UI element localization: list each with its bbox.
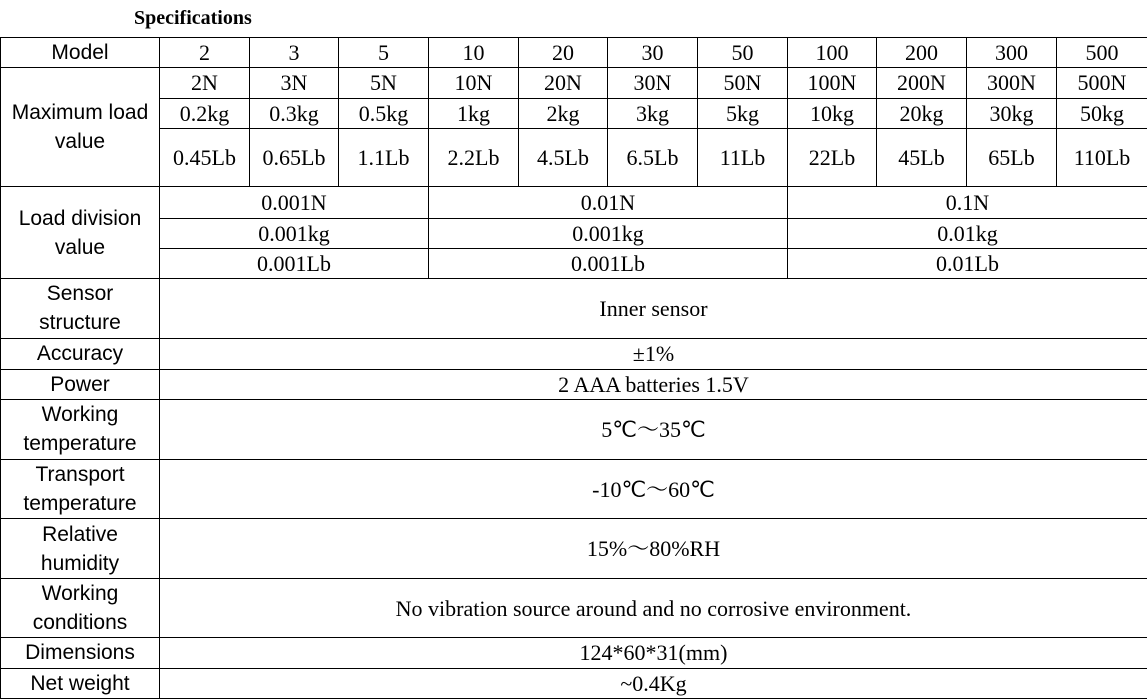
division-label: Load division value: [1, 187, 160, 279]
model-cell: 20: [519, 38, 608, 68]
spec-value: 2 AAA batteries 1.5V: [160, 369, 1147, 399]
max-load-cell: 50kg: [1057, 98, 1147, 128]
division-cell: 0.01kg: [788, 218, 1147, 248]
model-cell: 2: [160, 38, 250, 68]
model-row: [1, 38, 1147, 68]
spec-label: Accuracy: [1, 338, 160, 369]
max-load-cell: 11Lb: [698, 128, 788, 187]
working-conditions-row: [1, 578, 1147, 638]
max-load-cell: 45Lb: [877, 128, 967, 187]
spec-label: Sensor structure: [1, 279, 160, 339]
max-load-cell: 4.5Lb: [519, 128, 608, 187]
max-load-cell: 0.45Lb: [160, 128, 250, 187]
model-cell: 100: [788, 38, 877, 68]
model-cell: 10: [429, 38, 519, 68]
spec-label: Power: [1, 369, 160, 399]
dimensions-row: [1, 638, 1147, 668]
model-cell: 30: [608, 38, 698, 68]
division-lb-row: [1, 248, 1147, 278]
spec-value: Inner sensor: [160, 279, 1147, 339]
net-weight-row: [1, 668, 1147, 698]
max-load-cell: 1.1Lb: [339, 128, 429, 187]
max-load-cell: 6.5Lb: [608, 128, 698, 187]
max-load-cell: 10kg: [788, 98, 877, 128]
max-load-cell: 3kg: [608, 98, 698, 128]
max-load-kg-row: [1, 98, 1147, 128]
accuracy-row: [1, 338, 1147, 369]
spec-label: Net weight: [1, 668, 160, 698]
division-cell: 0.001N: [160, 187, 429, 218]
model-cell: 300: [967, 38, 1057, 68]
division-newton-row: [1, 187, 1147, 218]
page-title: Specifications: [134, 7, 252, 29]
max-load-cell: 500N: [1057, 68, 1147, 98]
model-cell: 500: [1057, 38, 1147, 68]
division-cell: 0.001kg: [160, 218, 429, 248]
spec-value: -10℃～60℃: [160, 459, 1147, 519]
transport-temperature-row: [1, 459, 1147, 519]
model-cell: 3: [250, 38, 339, 68]
working-temperature-row: [1, 400, 1147, 460]
max-load-cell: 30kg: [967, 98, 1057, 128]
max-load-cell: 3N: [250, 68, 339, 98]
division-cell: 0.001Lb: [160, 248, 429, 278]
division-kg-row: [1, 218, 1147, 248]
sensor-structure-row: [1, 279, 1147, 339]
max-load-lb-row: [1, 128, 1147, 187]
max-load-cell: 65Lb: [967, 128, 1057, 187]
max-load-newton-row: [1, 68, 1147, 98]
model-label: Model: [1, 38, 160, 68]
max-load-cell: 10N: [429, 68, 519, 98]
max-load-cell: 110Lb: [1057, 128, 1147, 187]
model-cell: 50: [698, 38, 788, 68]
spec-value: No vibration source around and no corrosive environment.: [160, 578, 1147, 638]
division-cell: 0.1N: [788, 187, 1147, 218]
max-load-cell: 5N: [339, 68, 429, 98]
max-load-cell: 200N: [877, 68, 967, 98]
relative-humidity-row: [1, 519, 1147, 579]
max-load-cell: 50N: [698, 68, 788, 98]
max-load-cell: 22Lb: [788, 128, 877, 187]
max-load-cell: 2.2Lb: [429, 128, 519, 187]
max-load-cell: 30N: [608, 68, 698, 98]
spec-value: 124*60*31(mm): [160, 638, 1147, 668]
max-load-cell: 0.3kg: [250, 98, 339, 128]
max-load-cell: 2N: [160, 68, 250, 98]
max-load-cell: 0.5kg: [339, 98, 429, 128]
spec-label: Dimensions: [1, 638, 160, 668]
model-cell: 5: [339, 38, 429, 68]
max-load-label: Maximum load value: [1, 68, 160, 187]
division-cell: 0.001Lb: [429, 248, 788, 278]
max-load-cell: 5kg: [698, 98, 788, 128]
power-row: [1, 369, 1147, 399]
division-cell: 0.01N: [429, 187, 788, 218]
max-load-cell: 1kg: [429, 98, 519, 128]
specifications-table: [0, 37, 1147, 699]
spec-label: Working temperature: [1, 400, 160, 460]
division-cell: 0.001kg: [429, 218, 788, 248]
max-load-cell: 100N: [788, 68, 877, 98]
spec-value: ~0.4Kg: [160, 668, 1147, 698]
max-load-cell: 0.65Lb: [250, 128, 339, 187]
max-load-cell: 0.2kg: [160, 98, 250, 128]
max-load-cell: 2kg: [519, 98, 608, 128]
spec-value: 15%～80%RH: [160, 519, 1147, 579]
spec-label: Transport temperature: [1, 459, 160, 519]
spec-value: 5℃～35℃: [160, 400, 1147, 460]
spec-label: Relative humidity: [1, 519, 160, 579]
max-load-cell: 20N: [519, 68, 608, 98]
model-cell: 200: [877, 38, 967, 68]
spec-value: ±1%: [160, 338, 1147, 369]
spec-label: Working conditions: [1, 578, 160, 638]
max-load-cell: 20kg: [877, 98, 967, 128]
max-load-cell: 300N: [967, 68, 1057, 98]
division-cell: 0.01Lb: [788, 248, 1147, 278]
